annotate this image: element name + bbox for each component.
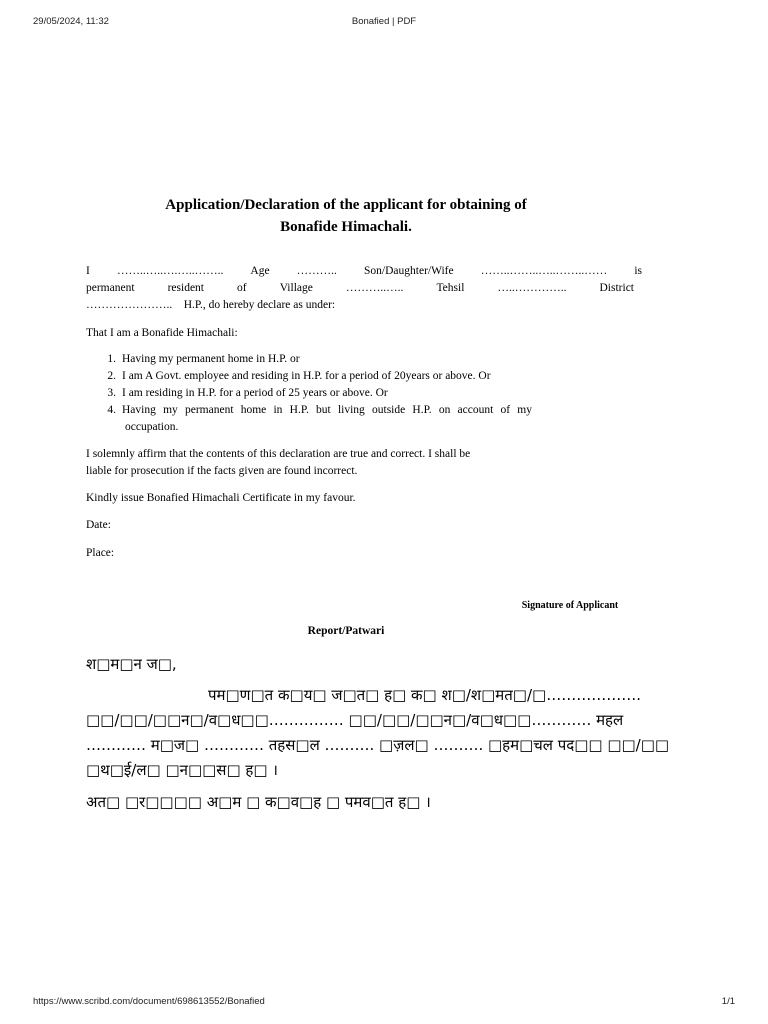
intro-word: Village <box>279 282 313 294</box>
hindi-line: ………… म□ज□ ………… तहस□ल ………. □ज़ल□ ………. □हम□चल पद□□ □□/□□ <box>86 736 670 754</box>
page-number: 1/1 <box>721 996 735 1007</box>
intro-word: Son/Daughter/Wife <box>364 265 454 277</box>
intro-paragraph <box>86 263 642 314</box>
intro-word: Tehsil <box>436 282 465 294</box>
intro-word: permanent <box>86 282 135 294</box>
signature-label: Signature of Applicant <box>521 600 619 611</box>
title-line-1: Application/Declaration of the applicant for obtaining of <box>165 197 527 213</box>
village-blank: ………..….. <box>345 282 404 294</box>
print-title: Bonafied | PDF <box>351 16 417 27</box>
list-number: 4. <box>107 404 116 416</box>
declare-line: That I am a Bonafide Himachali: <box>86 327 238 339</box>
reasons-list <box>86 351 532 436</box>
intro-word: I <box>86 265 90 277</box>
list-item <box>86 385 532 402</box>
date-label: Date: <box>86 519 111 531</box>
list-text: occupation. <box>125 421 179 433</box>
intro-word: District <box>599 282 634 294</box>
hindi-line: अत□ □र□□□□ अ□म □ क□व□ह □ पमव□त ह□ । <box>86 793 431 811</box>
affirm-paragraph <box>86 446 532 480</box>
age-blank: ……….. <box>296 265 337 277</box>
report-title: Report/Patwari <box>307 625 385 637</box>
hindi-salutation: श□म□न ज□, <box>86 655 177 673</box>
hindi-line: पम□ण□त क□य□ ज□त□ ह□ क□ श□/श□मत□/□………………. <box>208 686 641 704</box>
intro-word: resident <box>167 282 204 294</box>
list-item <box>86 368 532 385</box>
parent-blank: ……..……..…..……..…… <box>480 265 608 277</box>
document-title <box>86 194 606 238</box>
list-item-continuation <box>86 419 532 436</box>
affirm-line-1: I solemnly affirm that the contents of this declaration are true and correct. I shall be <box>86 448 471 460</box>
name-blank: ……..…..….…..…….. <box>116 265 224 277</box>
list-text: I am residing in H.P. for a period of 25 years or above. Or <box>122 387 388 399</box>
list-number: 3. <box>107 387 116 399</box>
place-label: Place: <box>86 547 115 559</box>
list-item <box>86 351 532 368</box>
affirm-line-2: liable for prosecution if the facts given are found incorrect. <box>86 465 358 477</box>
list-text: Having my permanent home in H.P. or <box>122 353 300 365</box>
intro-word: is <box>634 265 642 277</box>
print-datetime: 29/05/2024, 11:32 <box>33 16 109 27</box>
list-indent <box>86 419 125 436</box>
intro-row-3: ………………….. H.P., do hereby declare as under: <box>86 299 336 311</box>
intro-word: of <box>237 282 247 294</box>
tehsil-blank: …..………….. <box>497 282 567 294</box>
hindi-line: □थ□ई/ल□ □न□□स□ ह□ । <box>86 761 278 779</box>
title-line-2: Bonafide Himachali. <box>280 219 412 235</box>
list-number: 1. <box>107 353 116 365</box>
intro-row-2 <box>86 280 634 297</box>
list-text: I am A Govt. employee and residing in H.P. for a period of 20years or above. Or <box>122 370 491 382</box>
list-number: 2. <box>107 370 116 382</box>
list-item <box>86 402 532 419</box>
intro-word: Age <box>250 265 270 277</box>
request-line: Kindly issue Bonafied Himachali Certificate in my favour. <box>86 492 356 504</box>
source-url-link[interactable]: https://www.scribd.com/document/698613552/Bonafied <box>33 996 265 1007</box>
list-text: Having my permanent home in H.P. but living outside H.P. on account of my <box>122 404 532 416</box>
intro-row-1 <box>86 263 642 280</box>
hindi-line: □□/□□/□□न□/व□ध□□…………… □□/□□/□□न□/व□ध□□………… महल <box>86 711 624 729</box>
